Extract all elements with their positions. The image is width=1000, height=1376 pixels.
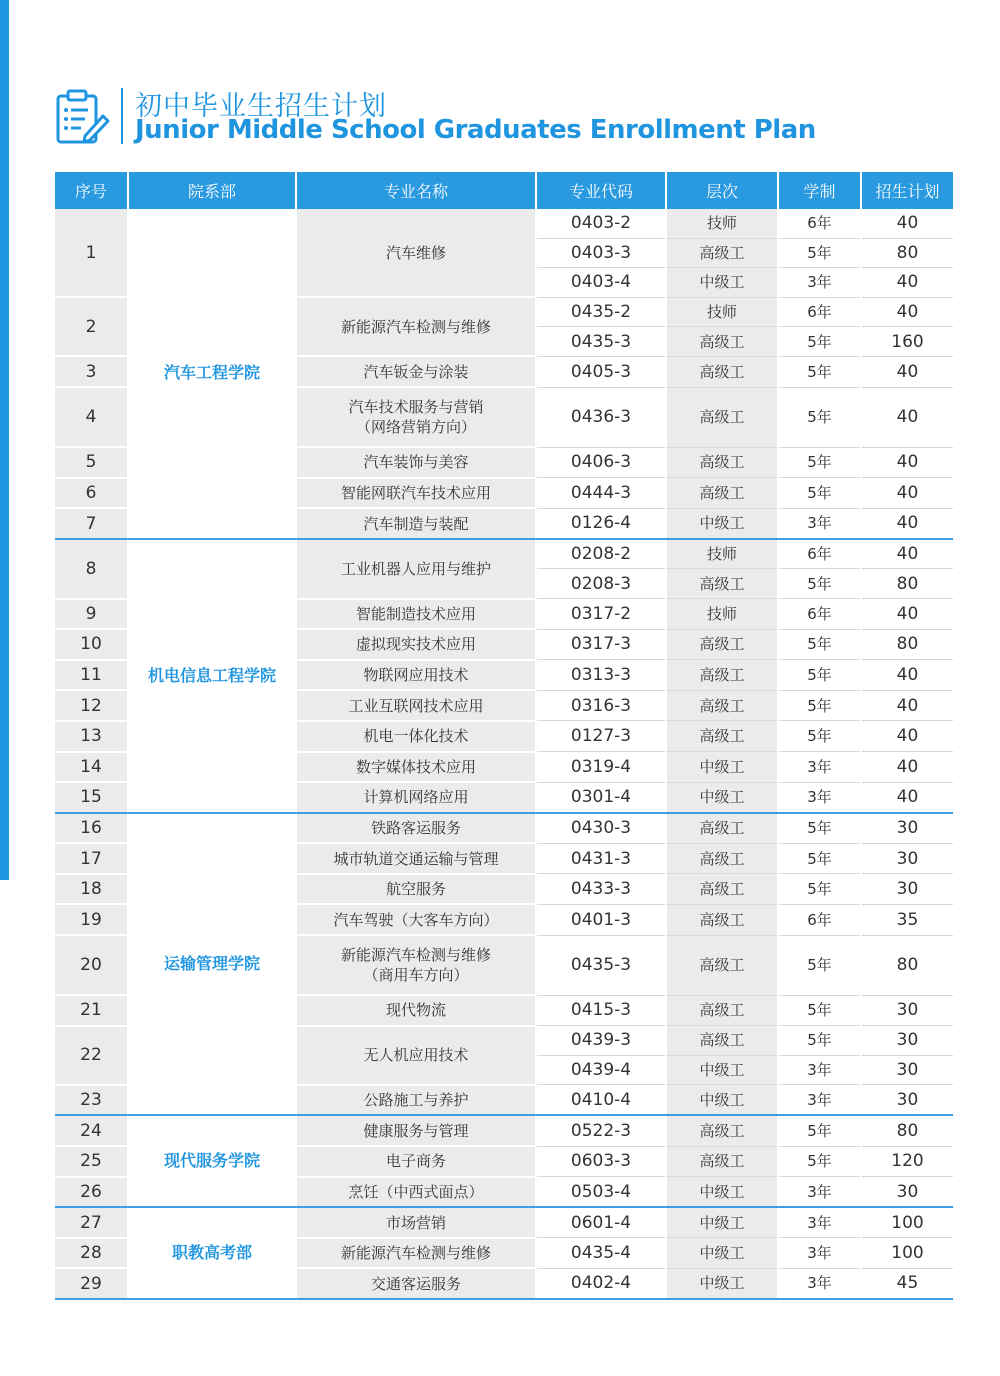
major-name: [296, 209, 536, 297]
major-name: [296, 356, 536, 387]
major-name: [296, 1268, 536, 1299]
row-number: 7: [55, 508, 128, 539]
training-level: 高级工: [666, 478, 778, 509]
study-duration: 5年: [778, 629, 861, 660]
training-level: 高级工: [666, 629, 778, 660]
major-code: 0319-4: [536, 752, 666, 783]
training-level: 高级工: [666, 690, 778, 721]
enrollment-quota: 100: [861, 1207, 953, 1238]
column-header: 专业名称: [296, 172, 536, 209]
study-duration: 5年: [778, 478, 861, 509]
training-level: 高级工: [666, 1026, 778, 1056]
training-level: 技师: [666, 209, 778, 238]
row-number: 22: [55, 1026, 128, 1085]
major-name-line: （商用车方向）: [363, 966, 469, 985]
major-name: [296, 935, 536, 995]
training-level: 高级工: [666, 813, 778, 844]
major-name: [296, 539, 536, 599]
major-code: 0403-2: [536, 209, 666, 238]
training-level: 中级工: [666, 782, 778, 813]
major-name-line: 新能源汽车检测与维修: [340, 1244, 491, 1263]
enrollment-quota: 80: [861, 629, 953, 660]
enrollment-quota: 40: [861, 599, 953, 630]
row-number: 21: [55, 995, 128, 1026]
study-duration: 5年: [778, 1115, 861, 1146]
major-name: [296, 297, 536, 356]
enrollment-quota: 40: [861, 387, 953, 447]
department-name: 机电信息工程学院: [128, 539, 296, 813]
study-duration: 5年: [778, 721, 861, 752]
header-divider: [121, 88, 123, 144]
row-number: 4: [55, 387, 128, 447]
major-name: [296, 1177, 536, 1208]
study-duration: 5年: [778, 569, 861, 599]
major-code: 0415-3: [536, 995, 666, 1026]
row-number: 6: [55, 478, 128, 509]
study-duration: 6年: [778, 599, 861, 630]
study-duration: 3年: [778, 1207, 861, 1238]
major-code: 0435-4: [536, 1238, 666, 1269]
department-name: 现代服务学院: [128, 1115, 296, 1207]
major-name-line: 机电一体化技术: [363, 727, 469, 746]
major-name-line: 虚拟现实技术应用: [355, 635, 476, 654]
training-level: 技师: [666, 297, 778, 327]
major-code: 0410-4: [536, 1085, 666, 1116]
major-name-line: 工业机器人应用与维护: [340, 559, 491, 578]
study-duration: 6年: [778, 904, 861, 935]
row-number: 15: [55, 782, 128, 813]
major-code: 0208-2: [536, 539, 666, 569]
enrollment-quota: 30: [861, 1055, 953, 1085]
enrollment-quota: 40: [861, 660, 953, 691]
major-code: 0435-3: [536, 935, 666, 995]
major-name-line: 汽车技术服务与营销: [348, 398, 484, 417]
row-number: 9: [55, 599, 128, 630]
major-name-line: 数字媒体技术应用: [355, 757, 476, 776]
page-title-english: Junior Middle School Graduates Enrollment Plan: [135, 115, 816, 145]
training-level: 高级工: [666, 327, 778, 357]
training-level: 技师: [666, 539, 778, 569]
training-level: 高级工: [666, 356, 778, 387]
major-code: 0444-3: [536, 478, 666, 509]
enrollment-quota: 80: [861, 935, 953, 995]
major-name: [296, 1238, 536, 1269]
training-level: 中级工: [666, 1177, 778, 1208]
major-code: 0431-3: [536, 843, 666, 874]
major-code: 0435-3: [536, 327, 666, 357]
study-duration: 5年: [778, 813, 861, 844]
row-number: 11: [55, 660, 128, 691]
study-duration: 5年: [778, 447, 861, 478]
study-duration: 5年: [778, 935, 861, 995]
table-body: [55, 209, 953, 1299]
study-duration: 6年: [778, 539, 861, 569]
major-name: [296, 904, 536, 935]
enrollment-quota: 40: [861, 478, 953, 509]
study-duration: 3年: [778, 1238, 861, 1269]
row-number: 20: [55, 935, 128, 995]
page-title-chinese: 初中毕业生招生计划: [135, 91, 387, 122]
major-name-line: 汽车钣金与涂装: [363, 362, 469, 381]
enrollment-quota: 160: [861, 327, 953, 357]
major-name: [296, 843, 536, 874]
major-name: [296, 1085, 536, 1116]
enrollment-quota: 40: [861, 782, 953, 813]
training-level: 高级工: [666, 995, 778, 1026]
row-number: 24: [55, 1115, 128, 1146]
major-code: 0208-3: [536, 569, 666, 599]
enrollment-quota: 40: [861, 268, 953, 298]
major-name: [296, 478, 536, 509]
major-name: [296, 752, 536, 783]
major-name-line: 汽车制造与装配: [363, 514, 469, 533]
major-name: [296, 1207, 536, 1238]
major-code: 0439-3: [536, 1026, 666, 1056]
training-level: 高级工: [666, 387, 778, 447]
major-code: 0435-2: [536, 297, 666, 327]
major-code: 0406-3: [536, 447, 666, 478]
major-name-line: 健康服务与管理: [363, 1121, 469, 1140]
study-duration: 5年: [778, 1026, 861, 1056]
major-name: [296, 995, 536, 1026]
row-number: 28: [55, 1238, 128, 1269]
training-level: 高级工: [666, 238, 778, 268]
enrollment-quota: 100: [861, 1238, 953, 1269]
enrollment-plan-table: [55, 172, 953, 1300]
study-duration: 6年: [778, 209, 861, 238]
study-duration: 5年: [778, 387, 861, 447]
major-code: 0313-3: [536, 660, 666, 691]
major-name-line: 计算机网络应用: [363, 788, 469, 807]
major-name-line: 智能网联汽车技术应用: [340, 483, 491, 502]
major-code: 0126-4: [536, 508, 666, 539]
major-code: 0439-4: [536, 1055, 666, 1085]
major-name-line: 智能制造技术应用: [355, 604, 476, 623]
enrollment-quota: 40: [861, 752, 953, 783]
study-duration: 3年: [778, 1268, 861, 1299]
training-level: 中级工: [666, 1055, 778, 1085]
training-level: 中级工: [666, 1207, 778, 1238]
study-duration: 3年: [778, 1177, 861, 1208]
study-duration: 5年: [778, 843, 861, 874]
row-number: 27: [55, 1207, 128, 1238]
table-header-row: [55, 172, 953, 209]
major-name: [296, 1146, 536, 1177]
row-number: 16: [55, 813, 128, 844]
table-row: [55, 1207, 953, 1238]
row-number: 3: [55, 356, 128, 387]
major-code: 0127-3: [536, 721, 666, 752]
row-number: 26: [55, 1177, 128, 1208]
study-duration: 6年: [778, 297, 861, 327]
major-code: 0402-4: [536, 1268, 666, 1299]
table-row: [55, 1115, 953, 1146]
row-number: 8: [55, 539, 128, 599]
major-name: [296, 1026, 536, 1085]
training-level: 高级工: [666, 660, 778, 691]
enrollment-quota: 30: [861, 843, 953, 874]
major-code: 0316-3: [536, 690, 666, 721]
major-code: 0522-3: [536, 1115, 666, 1146]
major-name-line: 汽车驾驶（大客车方向）: [333, 910, 499, 929]
row-number: 29: [55, 1268, 128, 1299]
training-level: 高级工: [666, 569, 778, 599]
enrollment-quota: 30: [861, 813, 953, 844]
row-number: 2: [55, 297, 128, 356]
enrollment-quota: 40: [861, 539, 953, 569]
major-name-line: 城市轨道交通运输与管理: [333, 849, 499, 868]
row-number: 10: [55, 629, 128, 660]
row-number: 19: [55, 904, 128, 935]
major-code: 0503-4: [536, 1177, 666, 1208]
major-name: [296, 813, 536, 844]
study-duration: 5年: [778, 874, 861, 905]
column-header: 序号: [55, 172, 128, 209]
study-duration: 3年: [778, 1085, 861, 1116]
row-number: 25: [55, 1146, 128, 1177]
training-level: 中级工: [666, 752, 778, 783]
enrollment-quota: 40: [861, 508, 953, 539]
enrollment-quota: 40: [861, 356, 953, 387]
study-duration: 3年: [778, 268, 861, 298]
training-level: 高级工: [666, 935, 778, 995]
study-duration: 5年: [778, 1146, 861, 1177]
major-code: 0317-3: [536, 629, 666, 660]
row-number: 14: [55, 752, 128, 783]
row-number: 13: [55, 721, 128, 752]
clipboard-pencil-icon: [55, 88, 111, 146]
major-name: [296, 874, 536, 905]
major-name: [296, 690, 536, 721]
major-name-line: 汽车维修: [385, 243, 446, 262]
row-number: 1: [55, 209, 128, 297]
major-name: [296, 721, 536, 752]
major-code: 0436-3: [536, 387, 666, 447]
column-header: 学制: [778, 172, 861, 209]
training-level: 中级工: [666, 1085, 778, 1116]
major-name-line: 交通客运服务: [370, 1274, 461, 1293]
training-level: 高级工: [666, 874, 778, 905]
major-code: 0401-3: [536, 904, 666, 935]
enrollment-quota: 40: [861, 209, 953, 238]
major-code: 0430-3: [536, 813, 666, 844]
major-name-line: 新能源汽车检测与维修: [340, 946, 491, 965]
department-name: 运输管理学院: [128, 813, 296, 1116]
column-header: 层次: [666, 172, 778, 209]
major-name: [296, 629, 536, 660]
enrollment-quota: 80: [861, 1115, 953, 1146]
major-name-line: （网络营销方向）: [355, 418, 476, 437]
major-name-line: 工业互联网技术应用: [348, 696, 484, 715]
department-name: 职教高考部: [128, 1207, 296, 1299]
major-code: 0403-4: [536, 268, 666, 298]
major-name-line: 铁路客运服务: [370, 818, 461, 837]
study-duration: 3年: [778, 782, 861, 813]
major-name: [296, 599, 536, 630]
training-level: 高级工: [666, 904, 778, 935]
major-code: 0317-2: [536, 599, 666, 630]
study-duration: 3年: [778, 752, 861, 783]
row-number: 12: [55, 690, 128, 721]
study-duration: 5年: [778, 660, 861, 691]
row-number: 23: [55, 1085, 128, 1116]
column-header: 专业代码: [536, 172, 666, 209]
study-duration: 5年: [778, 238, 861, 268]
study-duration: 3年: [778, 508, 861, 539]
training-level: 高级工: [666, 721, 778, 752]
row-number: 17: [55, 843, 128, 874]
major-name-line: 市场营销: [385, 1213, 446, 1232]
major-code: 0433-3: [536, 874, 666, 905]
enrollment-quota: 80: [861, 569, 953, 599]
enrollment-quota: 80: [861, 238, 953, 268]
major-name: [296, 387, 536, 447]
major-name-line: 无人机应用技术: [363, 1046, 469, 1065]
major-name: [296, 508, 536, 539]
enrollment-quota: 35: [861, 904, 953, 935]
training-level: 高级工: [666, 1115, 778, 1146]
study-duration: 5年: [778, 995, 861, 1026]
enrollment-quota: 120: [861, 1146, 953, 1177]
major-name-line: 航空服务: [385, 880, 446, 899]
major-name-line: 公路施工与养护: [363, 1091, 469, 1110]
major-name: [296, 660, 536, 691]
training-level: 技师: [666, 599, 778, 630]
study-duration: 5年: [778, 327, 861, 357]
major-code: 0405-3: [536, 356, 666, 387]
enrollment-quota: 30: [861, 1085, 953, 1116]
enrollment-quota: 45: [861, 1268, 953, 1299]
enrollment-quota: 40: [861, 447, 953, 478]
study-duration: 5年: [778, 690, 861, 721]
training-level: 高级工: [666, 843, 778, 874]
enrollment-quota: 30: [861, 874, 953, 905]
enrollment-quota: 30: [861, 1177, 953, 1208]
major-code: 0601-4: [536, 1207, 666, 1238]
major-name: [296, 447, 536, 478]
major-name: [296, 782, 536, 813]
row-number: 5: [55, 447, 128, 478]
study-duration: 3年: [778, 1055, 861, 1085]
major-code: 0603-3: [536, 1146, 666, 1177]
training-level: 中级工: [666, 1268, 778, 1299]
table-row: [55, 813, 953, 844]
major-name-line: 汽车装饰与美容: [363, 453, 469, 472]
major-name-line: 物联网应用技术: [363, 666, 469, 685]
major-code: 0301-4: [536, 782, 666, 813]
enrollment-quota: 40: [861, 721, 953, 752]
study-duration: 5年: [778, 356, 861, 387]
column-header: 招生计划: [861, 172, 953, 209]
enrollment-quota: 30: [861, 1026, 953, 1056]
major-name-line: 电子商务: [385, 1152, 446, 1171]
row-number: 18: [55, 874, 128, 905]
enrollment-quota: 40: [861, 690, 953, 721]
table-row: [55, 539, 953, 569]
training-level: 中级工: [666, 268, 778, 298]
training-level: 中级工: [666, 1238, 778, 1269]
enrollment-quota: 30: [861, 995, 953, 1026]
training-level: 中级工: [666, 508, 778, 539]
training-level: 高级工: [666, 447, 778, 478]
major-name: [296, 1115, 536, 1146]
table-row: [55, 209, 953, 238]
enrollment-quota: 40: [861, 297, 953, 327]
major-name-line: 现代物流: [385, 1001, 446, 1020]
major-code: 0403-3: [536, 238, 666, 268]
training-level: 高级工: [666, 1146, 778, 1177]
department-name: 汽车工程学院: [128, 209, 296, 539]
major-name-line: 新能源汽车检测与维修: [340, 317, 491, 336]
side-accent-bar: [0, 0, 9, 880]
major-name-line: 烹饪（中西式面点）: [348, 1182, 484, 1201]
column-header: 院系部: [128, 172, 296, 209]
